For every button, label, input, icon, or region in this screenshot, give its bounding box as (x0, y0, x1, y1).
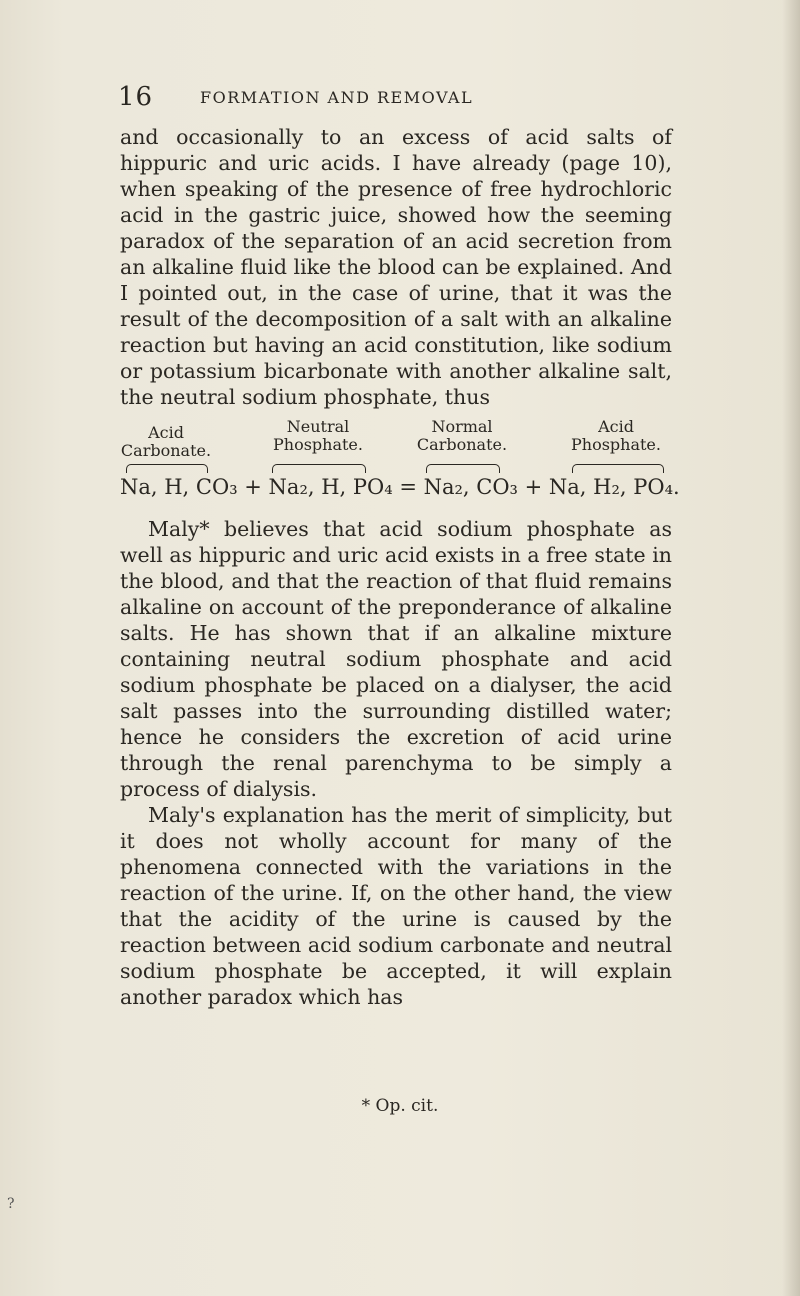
page-number: 16 (118, 82, 154, 112)
page-edge-shadow (782, 0, 800, 1296)
label-line: Neutral (286, 417, 350, 436)
equation-formula: Na, H, CO₃ + Na₂, H, PO₄ = Na₂, CO₃ + Na, H₂, PO₄. (120, 475, 680, 499)
label-neutral-phosphate (266, 418, 370, 454)
label-line: Carbonate. (120, 441, 212, 460)
label-line: Normal (431, 417, 493, 436)
body-text (120, 124, 680, 1010)
label-line: Acid (148, 423, 184, 442)
brace-neutral-phosphate (272, 464, 366, 473)
paragraph-2: Maly* believes that acid sodium phosphate as well as hippuric and uric acid exists in a free state in the blood, and that the reaction of that fluid remains alkaline on account of the preponderance of alkaline salts. He has shown that if an alkaline mixture containing neutral sodium phosphate and acid sodium phosphate be placed on a dialyser, the acid salt passes into the surrounding distilled water; hence he considers the excretion of acid urine through the renal parenchyma to be simply a process of dialysis. (120, 517, 672, 801)
page-header (118, 82, 638, 112)
footnote: * Op. cit. (361, 1096, 439, 1116)
paragraph-3: Maly's explanation has the merit of simplicity, but it does not wholly account for many of the phenomena connected with the variations in the reaction of the urine. If, on the other hand, the view that the acidity of the urine is caused by the reaction between acid sodium carbonate and neutral sodium phosphate be accepted, it will explain another paradox which has (120, 803, 672, 1009)
label-acid-carbonate (120, 424, 212, 460)
margin-mark: ? (7, 1196, 15, 1212)
running-head: FORMATION AND REMOVAL (200, 88, 474, 107)
brace-normal-carbonate (426, 464, 500, 473)
label-line: Carbonate. (416, 435, 508, 454)
brace-acid-carbonate (126, 464, 208, 473)
paragraph-1: and occasionally to an excess of acid salts of hippuric and uric acids. I have already (page 10), when speaking of the presence of free hydrochloric acid in the gastric juice, showed how the seeming paradox of the separation of an acid secretion from an alkaline fluid like the blood can be explained. And I pointed out, in the case of urine, that it was the result of the decomposition of a salt with an alkaline reaction but having an acid constitution, like sodium or potassium bicarbonate with another alkaline salt, the neutral sodium phosphate, thus (120, 125, 672, 409)
label-normal-carbonate (412, 418, 512, 454)
brace-acid-phosphate (572, 464, 664, 473)
chemical-equation (120, 417, 680, 510)
label-acid-phosphate (564, 418, 668, 454)
label-line: Phosphate. (571, 435, 661, 454)
label-line: Phosphate. (273, 435, 363, 454)
label-line: Acid (598, 417, 634, 436)
